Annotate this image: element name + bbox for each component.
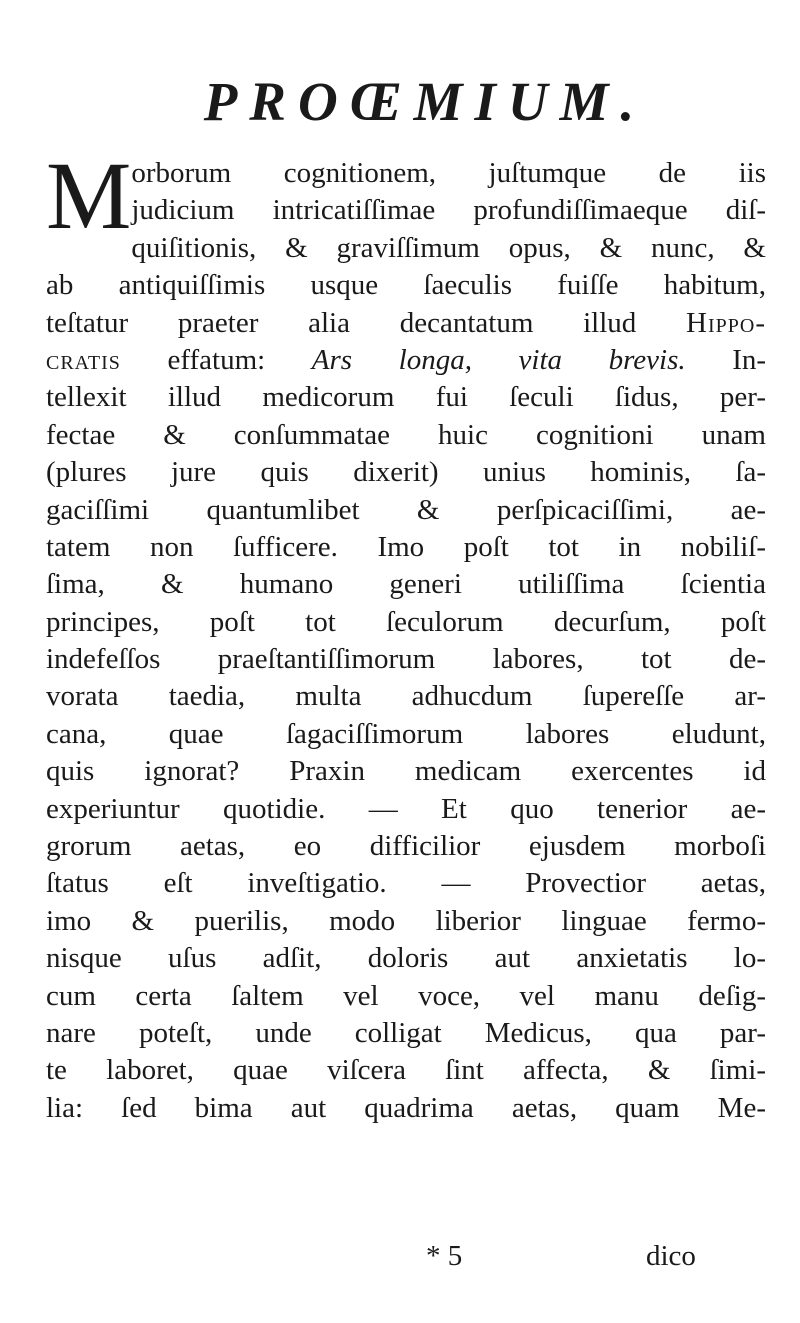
- text-line: te laboret, quae viſcera ſint affecta, & ſimi-: [46, 1054, 766, 1087]
- text-fragment: effatum:: [167, 343, 266, 376]
- text-line: vorata taedia, multa adhucdum ſupereſſe ar-: [46, 680, 766, 713]
- catchword: dico: [646, 1240, 696, 1272]
- text-line: judicium intricatiſſimae profundiſſimaeque diſ-: [131, 194, 766, 227]
- text-line: nare poteſt, unde colligat Medicus, qua par-: [46, 1016, 766, 1049]
- text-line: lia: ſed bima aut quadrima aetas, quam Me-: [46, 1091, 766, 1124]
- text-line: grorum aetas, eo difficilior ejusdem morboſi: [46, 830, 766, 863]
- text-fragment: teſtatur praeter alia decantatum illud: [46, 306, 637, 339]
- text-line: nisque uſus adſit, doloris aut anxietatis lo-: [46, 942, 766, 975]
- drop-cap-initial: M: [46, 142, 130, 249]
- text-line: experiuntur quotidie. — Et quo tenerior ae-: [46, 792, 766, 825]
- body-text: [46, 142, 767, 1127]
- author-name: Hippo-: [686, 306, 766, 339]
- text-line: (plures jure quis dixerit) unius hominis, ſa-: [46, 456, 766, 489]
- author-name-cont: cratis: [46, 343, 121, 376]
- text-line: [46, 305, 766, 342]
- text-line: ab antiquiſſimis usque ſaeculis fuiſſe habitum,: [46, 269, 766, 302]
- text-line: ſtatus eſt inveſtigatio. — Provectior aetas,: [46, 867, 766, 900]
- text-line: quis ignorat? Praxin medicam exercentes id: [46, 755, 766, 788]
- text-line: tellexit illud medicorum fui ſeculi ſidus, per-: [46, 381, 766, 414]
- text-line: principes, poſt tot ſeculorum decurſum, poſt: [46, 605, 766, 638]
- text-line: imo & puerilis, modo liberior linguae fermo-: [46, 904, 766, 937]
- text-line: indefeſſos praeſtantiſſimorum labores, tot de-: [46, 643, 766, 676]
- text-line: [46, 342, 766, 379]
- text-line: tatem non ſufficere. Imo poſt tot in nobiliſ-: [46, 530, 766, 563]
- text-line: gaciſſimi quantumlibet & perſpicaciſſimi, ae-: [46, 493, 766, 526]
- signature-mark: * 5: [426, 1240, 463, 1272]
- page-title: PROŒMIUM.: [203, 71, 647, 132]
- quotation: Ars longa, vita brevis.: [311, 343, 686, 376]
- text-fragment: In-: [732, 343, 767, 376]
- text-line: orborum cognitionem, juſtumque de iis: [131, 157, 766, 189]
- text-line: cana, quae ſagaciſſimorum labores eludunt,: [46, 717, 766, 750]
- text-line: cum certa ſaltem vel voce, vel manu deſig-: [46, 979, 766, 1012]
- text-line: ſima, & humano generi utiliſſima ſcientia: [46, 568, 766, 601]
- text-line: fectae & conſummatae huic cognitioni unam: [46, 418, 766, 451]
- text-line: quiſitionis, & graviſſimum opus, & nunc, &: [131, 231, 766, 264]
